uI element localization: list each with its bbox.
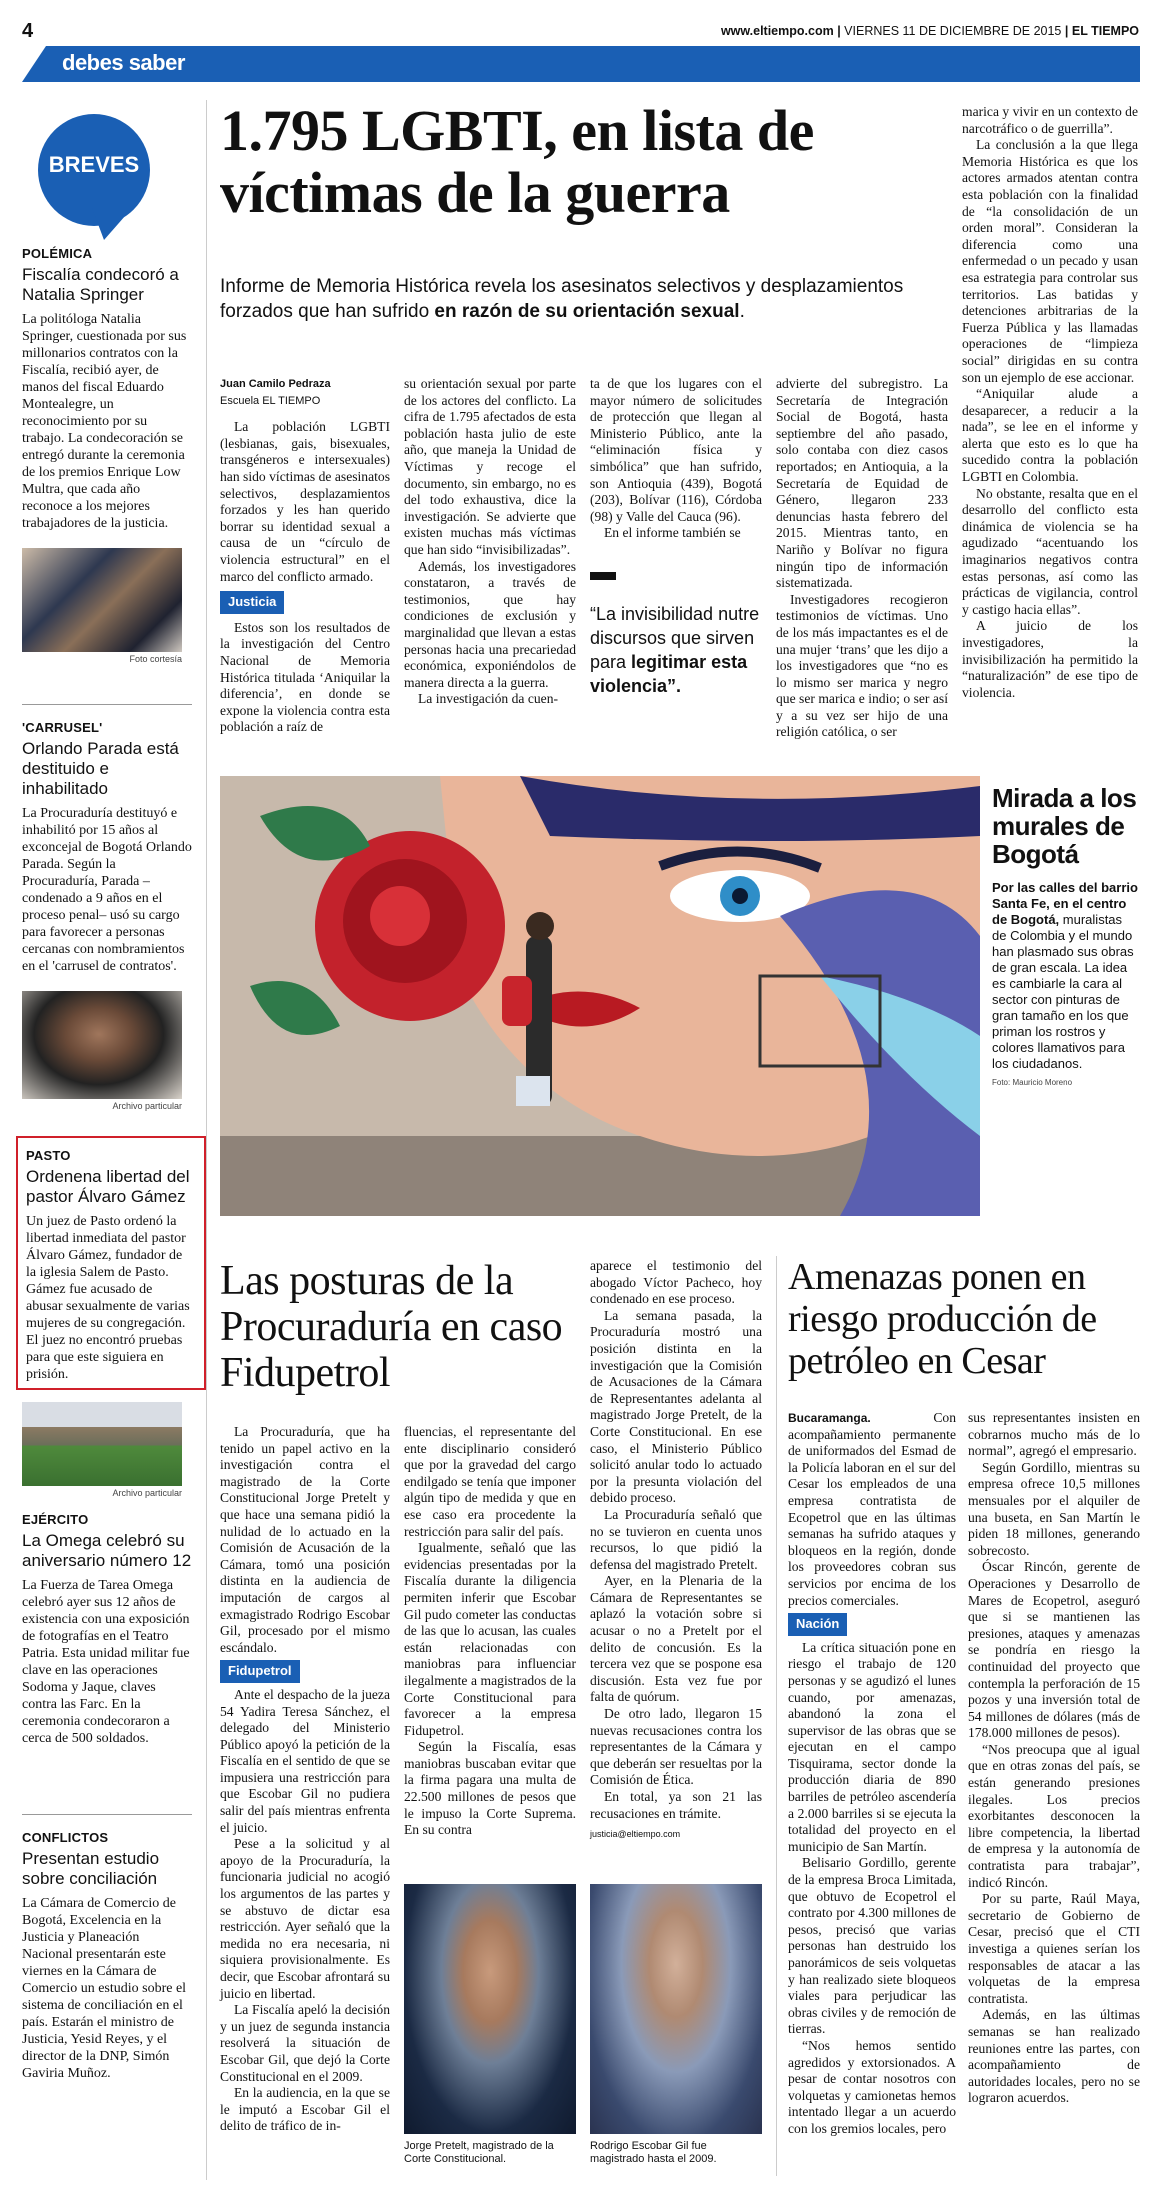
brief-title[interactable]: La Omega celebró su aniversario número 12 xyxy=(22,1531,192,1570)
brief-kicker: PASTO xyxy=(26,1148,71,1163)
quote-bar xyxy=(590,572,616,580)
brief-kicker: EJÉRCITO xyxy=(22,1512,89,1527)
lead-col-4 xyxy=(776,376,948,741)
caption-pretelt: Jorge Pretelt, magistrado de la Corte Constitucional. xyxy=(404,2140,554,2165)
fidupetrol-col-3 xyxy=(590,1258,762,1843)
article-paragraph: En la audiencia, en la que se le imputó a Escobar Gil el delito de tráfico de in- xyxy=(220,2085,390,2134)
brief-polemica xyxy=(22,246,192,664)
cesar-col-1 xyxy=(788,1410,956,2138)
article-paragraph-text: Con acompañamiento permanente de uniformados del Esmad de la Policía laboran en el sur del Cesar los empleados de una empresa contratista de Ecopetrol que en las últimas semanas ha sufrido ataques y bloqueos en la región, donde los proveedores cobran sus servicios por encima de los precios comerciales. xyxy=(788,1410,956,1608)
sidebar-divider xyxy=(22,1814,192,1815)
article-paragraph: La crítica situación pone en riesgo el trabajo de 120 personas y se agudizó el lunes cuando, por amenazas, abandonó la zona el supervisor de las obras que se ejecutan en el campo Tisquirama, sector donde la producción diaria de 890 barriles de petróleo ascendería a 2.000 barriles si se ejecuta la totalidad del proyecto en el municipio de San Martín. xyxy=(788,1639,956,1854)
lead-paragraph: La conclusión a la que llega Memoria Histórica es que los actores armados atentan contra esta población con la finalidad de “la consolidación de un orden moral”. Consideran la diferencia como una enfermedad o un pecado y usan esa estrategia para controlar sus territorios. Las batidas y detenciones arbitrarias de la Fuerza Pública y las llamadas operaciones de “limpieza social” dirigidas en su contra son un ejemplo de ese accionar. xyxy=(962,137,1138,385)
brief-kicker: 'CARRUSEL' xyxy=(22,720,103,735)
lead-paragraph: La investigación da cuen- xyxy=(418,691,559,707)
section-bar xyxy=(22,46,1140,82)
lead-paragraph: En el informe también se xyxy=(604,525,741,541)
quote-normal: “La invisibilidad nutre discursos que sirven para xyxy=(590,603,760,672)
header-separator: | xyxy=(1064,24,1072,38)
email-link[interactable]: justicia@eltiempo.com xyxy=(590,1829,681,1840)
byline: Juan Camilo Pedraza xyxy=(220,378,331,390)
photo-escobar xyxy=(590,1884,762,2134)
lead-headline[interactable]: 1.795 LGBTI, en lista de víctimas de la guerra xyxy=(220,98,814,225)
lead-col-1 xyxy=(220,376,390,736)
breves-badge-tail xyxy=(92,208,132,240)
website-link[interactable]: www.eltiempo.com xyxy=(720,24,834,38)
brief-title[interactable]: Orlando Parada está destituido e inhabilitado xyxy=(22,739,179,798)
subhead-end: . xyxy=(739,301,745,322)
photo-credit: Archivo particular xyxy=(112,1488,182,1498)
brief-photo-springer xyxy=(22,548,182,652)
article-paragraph: aparece el testimonio del abogado Víctor Pacheco, hoy condenado en ese proceso. xyxy=(590,1258,762,1307)
article-paragraph: Belisario Gordillo, gerente de la empresa Broca Limitada, que obtuvo de Ecopetrol el contrato por 4.300 millones de pesos, precisó que varias personas han destruido los panorámicos de seis volquetas y han realizado siete bloqueos viales para perjudicar las obras civiles y de remoción de tierras. xyxy=(788,1855,956,2037)
page-number: 4 xyxy=(22,20,34,42)
header-date: VIERNES 11 DE DICIEMBRE DE 2015 xyxy=(844,24,1062,38)
caption-escobar: Rodrigo Escobar Gil fue magistrado hasta el 2009. xyxy=(590,2140,717,2165)
mural-photo xyxy=(220,776,980,1216)
brief-title[interactable]: Fiscalía condecoró a Natalia Springer xyxy=(22,265,179,304)
photo-credit: Archivo particular xyxy=(112,1101,182,1111)
quote-text xyxy=(590,602,762,698)
lead-paragraph: Estos son los resultados de la investigación del Centro Nacional de Memoria Histórica titulada ‘Aniquilar la diferencia’, en donde se expone la violencia contra esta población a raíz de xyxy=(220,619,390,735)
subhead-text: Informe de Memoria Histórica revela los asesinatos selectivos y desplazamientos forzados que han sufrido xyxy=(220,276,904,322)
article-paragraph: Pese a la solicitud y al apoyo de la Procuraduría, la funcionaria judicial no acogió los argumentos de las partes y se abstuvo de dictar esa restricción. Ayer señaló que la medida no era necesaria, ni siquiera provisionalmente. Es decir, que Escobar afrontará su juicio en libertad. xyxy=(220,1836,390,2001)
brief-title[interactable]: Ordenena libertad del pastor Álvaro Gámez xyxy=(26,1167,190,1206)
lead-paragraph: ta de que los lugares con el mayor número de solicitudes de protección que llegan al Ministerio Público, ante la “eliminación física y simbólica” que han sufrido, son Antioquia (439), Bogotá (203), Bolívar (116), Córdoba (98) y Valle del Cauca (96). xyxy=(590,376,762,524)
sidebar-separator xyxy=(206,100,207,2180)
article-paragraph: La Fiscalía apeló la decisión y un juez de segunda instancia resolverá la situación de Escobar Gil, que dejó la Corte Constitucional en el 2009. xyxy=(220,2002,390,2084)
breves-label: BREVES xyxy=(48,152,140,177)
lead-paragraph: La población LGBTI (lesbianas, gais, bisexuales, transgéneros e intersexuales) han sido víctimas de asesinatos selectivos, desplazamientos forzados y les han querido borrar su identidad sexual a causa de un “círculo de violencia estructural” en el marco del conflicto armado. xyxy=(220,419,390,584)
article-paragraph: Además, en las últimas semanas se han realizado reuniones entre las partes, con acompañamiento de autoridades locales, pero no se lograron acuerdos. xyxy=(968,2007,1140,2106)
cesar-headline[interactable]: Amenazas ponen en riesgo producción de petróleo en Cesar xyxy=(788,1256,1097,1382)
lead-paragraph: Investigadores recogieron testimonios de víctimas. Uno de los más impactantes es el de una mujer ‘trans’ que les dijo a los investigadores que “no es lo mismo ser marica y negro que ser marica e indio; o ser así y a su vez ser hijo de una religión católica, o ser xyxy=(776,591,948,740)
brief-body: La Cámara de Comercio de Bogotá, Excelencia en la Justicia y Planeación Nacional presentarán este viernes en la Cámara de Comercio un estudio sobre el sistema de conciliación en el país. Estarán el ministro de Justicia, Yesid Reyes, y el director de la DNP, Simón Gaviria Muñoz. xyxy=(22,1896,187,2081)
article-paragraph xyxy=(788,1410,956,1609)
article-paragraph: La Procuraduría, que ha tenido un papel activo en la investigación contra el magistrado de la Corte Constitucional Jorge Pretelt y que hace una semana pidió la nulidad de lo actuado en la Comisión de Acusación de la Cámara, tomó una posición distinta en la audiencia de imputación de cargos al exmagistrado Rodrigo Escobar Gil, procesado por el mismo escándalo. xyxy=(220,1424,390,1655)
sidebar xyxy=(22,96,198,2181)
mural-credit: Foto: Mauricio Moreno xyxy=(992,1078,1073,1087)
tag-label: Justicia xyxy=(220,591,284,614)
article-paragraph: “Nos preocupa que al igual que en otras zonas del país, se están generando presiones ilegales. Los precios exorbitantes desconocen la libre competencia, la libertad de empresa y la autonomía de contratista para trabajar”, indicó Rincón. xyxy=(968,1741,1140,1890)
article-paragraph: Igualmente, señaló que las evidencias presentadas por la Fiscalía durante la diligencia permiten inferir que Escobar Gil pudo cometer las conductas de las que lo acusan, las cuales están relacionadas con maniobras para influenciar ilegalmente a magistrados de la Corte Constitucional para favorecer a la empresa Fidupetrol. xyxy=(404,1540,576,1738)
subhead-bold: en razón de su orientación sexual xyxy=(434,301,740,322)
lead-col-5 xyxy=(962,104,1138,701)
section-label: debes saber xyxy=(62,50,185,75)
lead-paragraph: marica y vivir en un contexto de narcotráfico o de guerrilla”. xyxy=(962,104,1138,136)
mural-intro xyxy=(992,880,1140,1072)
brief-photo-ceremony xyxy=(22,1402,182,1486)
brief-pasto xyxy=(26,1148,192,1383)
lead-paragraph: No obstante, resalta que en el desarrollo del conflicto esta dinámica de violencia se ha agudizado “acentuando los imaginarios negativos contra estas personas, así como las prácticas de vigilancia, control y castigo hacia ellas”. xyxy=(962,485,1138,617)
brief-carrusel xyxy=(22,720,192,1111)
article-separator xyxy=(776,1256,777,2176)
brief-kicker: CONFLICTOS xyxy=(22,1830,109,1845)
cesar-col-2 xyxy=(968,1410,1140,2107)
mural-intro-bold: Por las calles del barrio Santa Fe, en el centro de Bogotá, xyxy=(992,880,1138,927)
fidupetrol-col-1 xyxy=(220,1424,390,2135)
byline-outlet: Escuela EL TIEMPO xyxy=(220,394,321,407)
tag-fidupetrol[interactable] xyxy=(220,1660,390,1683)
brief-ejercito xyxy=(22,1512,192,1747)
tag-nacion[interactable] xyxy=(788,1613,956,1636)
article-paragraph: La Procuraduría señaló que no se tuvieron en cuenta unos recursos, lo que pidió la defensa del magistrado Pretelt. xyxy=(590,1506,762,1572)
pull-quote xyxy=(590,572,762,698)
brief-conflictos xyxy=(22,1830,192,2082)
lead-paragraph: Además, los investigadores constataron, a través de testimonios, que hay condiciones de exclusión y marginalidad que llevan a estas personas hacia una precariedad económica, exponiéndolos de manera directa a la guerra. xyxy=(404,558,576,690)
mural-text xyxy=(992,784,1140,1087)
tag-justicia[interactable] xyxy=(220,591,390,614)
article-paragraph: sus representantes insisten en cobrarnos mucho más de lo normal”, agregó el empresario. xyxy=(968,1410,1140,1459)
article-paragraph: En total, ya son 21 las recusaciones en trámite. xyxy=(590,1789,762,1821)
article-paragraph: Óscar Rincón, gerente de Operaciones y Desarrollo de Mares de Ecopetrol, aseguró que si se mantienen las presiones, ataques y amenazas se pondría en riesgo la continuidad del proyecto que contempla la perforación de 15 pozos y una inversión total de 54 millones de dólares (más de 178.000 millones de pesos). xyxy=(968,1559,1140,1741)
page-header-line xyxy=(721,24,1139,38)
mural-headline[interactable]: Mirada a los murales de Bogotá xyxy=(992,783,1137,869)
quote-bold: legitimar esta violencia”. xyxy=(590,651,748,696)
article-paragraph: De otro lado, llegaron 15 nuevas recusaciones contra los representantes de la Cámara y que deberán ser resueltas por la Comisión de Ética. xyxy=(590,1706,762,1788)
newspaper-name: EL TIEMPO xyxy=(1071,24,1139,38)
brief-title[interactable]: Presentan estudio sobre conciliación xyxy=(22,1849,160,1888)
article-paragraph: Ayer, en la Plenaria de la Cámara de Representantes se aplazó la votación sobre si acusar o no a Pretelt por el delito de concusión. Es la tercera vez que se pospone esa discusión. Esta vez fue por falta de quórum. xyxy=(590,1573,762,1705)
tag-label: Fidupetrol xyxy=(220,1660,300,1683)
brief-body: La politóloga Natalia Springer, cuestionada por sus millonarios contratos con la Fiscalía, recibió ayer, de manos del fiscal Eduardo Montealegre, un reconocimiento por su trabajo. La condecoración se entregó durante la ceremonia de los premios Enrique Low Multra, que cada año reconoce a los mejores trabajadores de la justicia. xyxy=(22,312,187,531)
article-paragraph: fluencias, el representante del ente disciplinario consideró que por la gravedad del cargo endilgado se tenía que imponer algún tipo de medida y que en ese caso era procedente la restricción para salir del país. xyxy=(404,1424,576,1539)
brief-body: La Procuraduría destituyó e inhabilitó por 15 años al exconcejal de Bogotá Orlando Parada. Según la Procuraduría, Parada –condenado a 9 años en el proceso penal– usó su cargo para favorecer a personas cercanas con nombramientos en el 'carrusel de contratos'. xyxy=(22,806,192,974)
tag-label: Nación xyxy=(788,1613,847,1636)
article-paragraph: Según Gordillo, mientras su empresa ofrece 10,5 millones mensuales por el alquiler de una buseta, en San Martín le piden 18 millones, generando sobrecosto. xyxy=(968,1459,1140,1558)
section-corner xyxy=(22,46,46,82)
brief-kicker: POLÉMICA xyxy=(22,246,93,261)
lead-col-2 xyxy=(404,376,576,708)
article-paragraph: La semana pasada, la Procuraduría mostró una posición distinta en la investigación que la Comisión de Acusaciones de la Cámara de Representantes adelanta al magistrado Jorge Pretelt, de la Corte Constitucional. En ese caso, el Ministerio Público solicitó anular todo lo actuado por la presunta violación del debido proceso. xyxy=(590,1307,762,1506)
lead-paragraph: A juicio de los investigadores, la invisibilización ha permitido la “naturalización” de ese tipo de violencia. xyxy=(962,618,1138,700)
article-paragraph: Ante el despacho de la jueza 54 Yadira Teresa Sánchez, el delegado del Ministerio Público apoyó la petición de la Fiscalía en el sentido de que se impusiera una restricción para que Escobar Gil no pudiera salir del país mientras enfrenta el juicio. xyxy=(220,1686,390,1835)
header-separator: | xyxy=(837,24,845,38)
article-paragraph: “Nos hemos sentido agredidos y extorsionados. A pesar de contar nosotros con volquetas y camionetas hemos intentado llegar a un acuerdo con los gremios locales, pero xyxy=(788,2037,956,2136)
mural-intro-text: muralistas de Colombia y el mundo han plasmado sus obras de gran escala. La idea es cambiarle la cara al sector con pinturas de gran tamaño en los que priman los rostros y colores llamativos para los ciudadanos. xyxy=(992,912,1134,1071)
article-paragraph: Según la Fiscalía, esas maniobras buscaban evitar que la firma pagara una multa de 22.500 millones de pesos que le impuso la Corte Suprema. En su contra xyxy=(404,1739,576,1838)
lead-subhead xyxy=(220,274,920,324)
lead-col-3 xyxy=(590,376,762,698)
article-paragraph: Por su parte, Raúl Maya, secretario de Gobierno de Cesar, precisó que el CTI investiga a quienes serían los responsables de atacar a las volquetas de la empresa contratista. xyxy=(968,1891,1140,2006)
sidebar-divider xyxy=(22,704,192,705)
lead-paragraph: su orientación sexual por parte de los actores del conflicto. La cifra de 1.795 afectados de esta población hasta julio de este año, que maneja la Unidad de Víctimas y recoge el documento, sin embargo, no es del todo exhaustiva, dice la investigación. Se advierte que existen muchas más víctimas que han sido “invisibilizadas”. xyxy=(404,376,576,557)
mural-illustration xyxy=(220,776,980,1216)
photo-credit: Foto cortesía xyxy=(129,654,182,664)
brief-body: Un juez de Pasto ordenó la libertad inmediata del pastor Álvaro Gámez, fundador de la iglesia Salem de Pasto. Gámez fue acusado de abusar sexualmente de varias mujeres de su congregación. El juez no encontró pruebas para que este siguiera en prisión. xyxy=(26,1214,190,1382)
dateline: Bucaramanga. xyxy=(788,1411,871,1425)
lead-paragraph: advierte del subregistro. La Secretaría de Integración Social de Bogotá, hasta septiembre del año pasado, solo contaba con diez casos reportados; en Antioquia, a la Secretaría de Equidad de Género, llegaron 233 denuncias hasta febrero del 2015. Mientras tanto, en Nariño y Bolívar no figura ningún tipo de información sistematizada. xyxy=(776,376,948,591)
photo-pretelt xyxy=(404,1884,576,2134)
fidupetrol-col-2 xyxy=(404,1424,576,1839)
brief-photo-parada xyxy=(22,991,182,1099)
brief-body: La Fuerza de Tarea Omega celebró ayer sus 12 años de existencia con una exposición de fotografías en el Teatro Patria. Esta unidad militar fue clave en las operaciones Sodoma y Jaque, claves contra las Farc. En la ceremonia condecoraron a cerca de 500 soldados. xyxy=(22,1578,190,1746)
fidupetrol-headline[interactable]: Las posturas de la Procuraduría en caso Fidupetrol xyxy=(220,1258,563,1396)
lead-paragraph: “Aniquilar alude a desaparecer, a reducir a la nada”, se lee en el informe y alerta que esto es lo que ha sucedido contra la población LGBTI en Colombia. xyxy=(962,386,1138,485)
